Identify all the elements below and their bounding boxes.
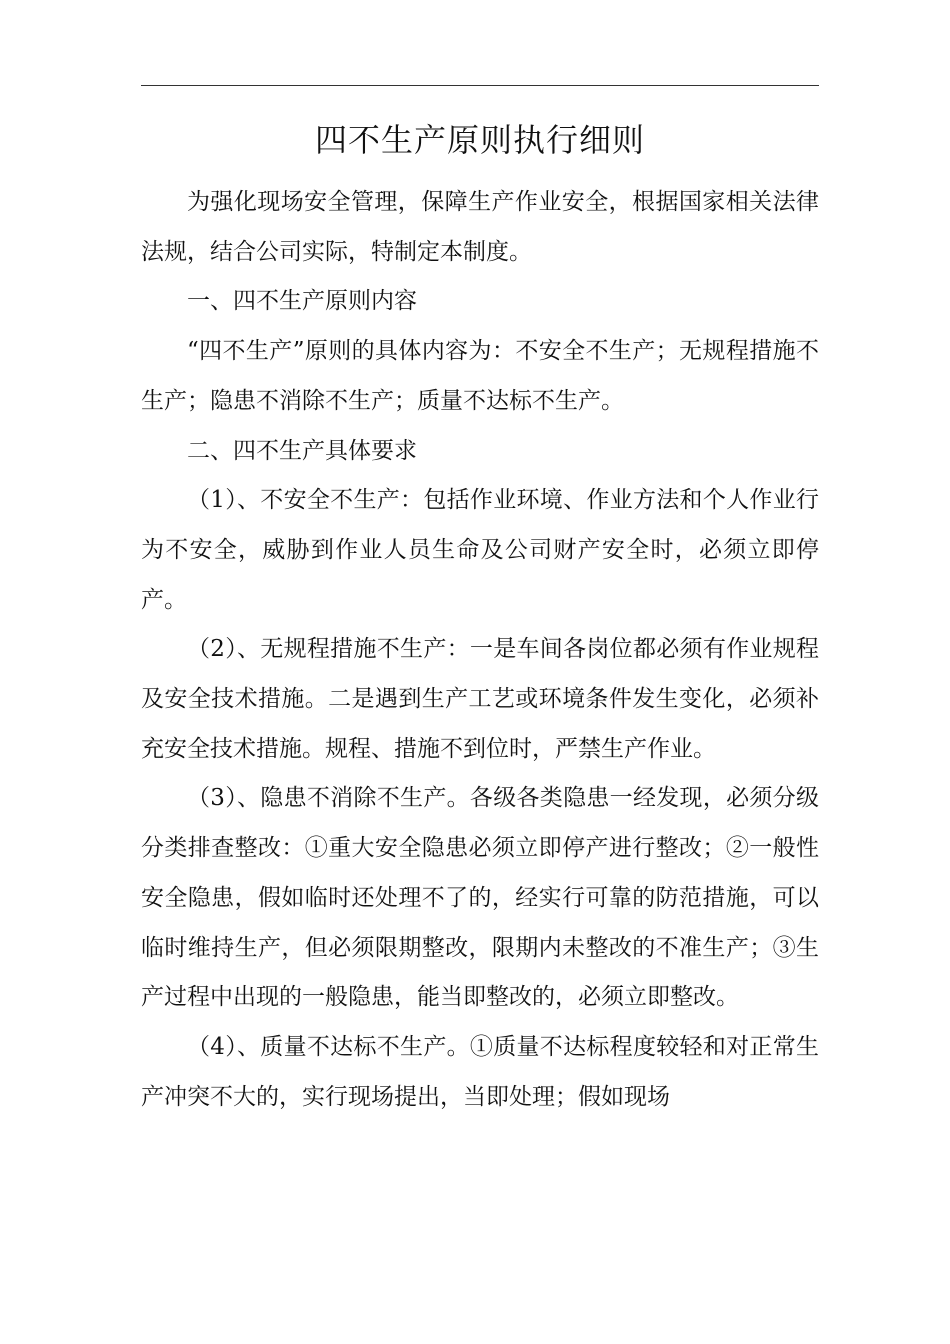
intro-paragraph: 为强化现场安全管理，保障生产作业安全，根据国家相关法律法规，结合公司实际，特制定本制度。 [141,189,819,265]
header-rule [141,85,819,86]
document-title: 四不生产原则执行细则 [314,121,645,159]
requirement-item-1: （1）、不安全不生产：包括作业环境、作业方法和个人作业行为不安全，威胁到作业人员生命及公司财产安全时，必须立即停产。 [141,487,819,613]
principle-paragraph: “四不生产”原则的具体内容为：不安全不生产；无规程措施不生产；隐患不消除不生产；质量不达标不生产。 [141,338,819,414]
document-body [141,178,819,1122]
requirement-item-3: （3）、隐患不消除不生产。各级各类隐患一经发现，必须分级分类排查整改：①重大安全隐患必须立即停产进行整改；②一般性安全隐患，假如临时还处理不了的，经实行可靠的防范措施，可以临时维持生产，但必须限期整改，限期内未整改的不准生产；③生产过程中出现的一般隐患，能当即整改的，必须立即整改。 [141,785,819,1011]
section-heading-1: 一、四不生产原则内容 [187,288,417,315]
requirement-item-2: （2）、无规程措施不生产：一是车间各岗位都必须有作业规程及安全技术措施。二是遇到生产工艺或环境条件发生变化，必须补充安全技术措施。规程、措施不到位时，严禁生产作业。 [141,636,819,762]
section-heading-2: 二、四不生产具体要求 [187,437,417,464]
requirement-item-4: （4）、质量不达标不生产。①质量不达标程度较轻和对正常生产冲突不大的，实行现场提出，当即处理；假如现场 [141,1033,819,1110]
